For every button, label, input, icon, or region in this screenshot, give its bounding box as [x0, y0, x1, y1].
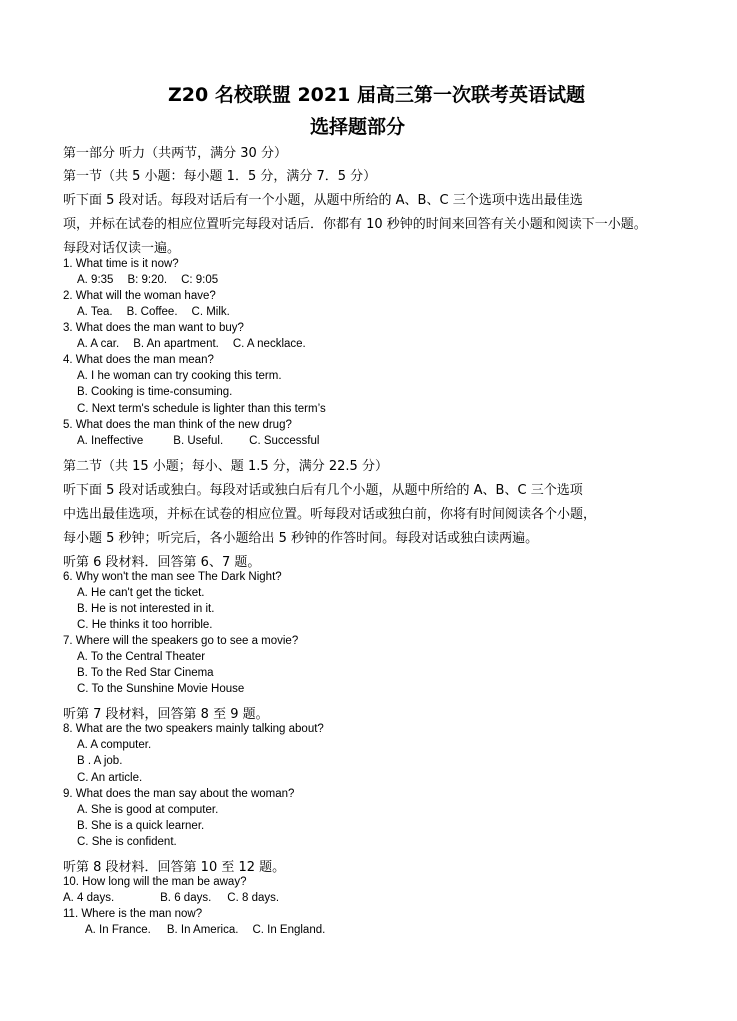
question-7-option-c: C. To the Sunshine Movie House: [77, 683, 245, 695]
question-4-option-c: C. Next term's schedule is lighter than this term’s: [77, 403, 326, 415]
option-a: A. In France.: [85, 924, 151, 936]
question-3-options: [77, 338, 320, 350]
question-10-options: [63, 892, 293, 904]
option-c: C: 9:05: [181, 274, 219, 286]
section2-heading: 第二节（共 15 小题；每小、题 1.5 分，满分 22.5 分）: [63, 459, 388, 474]
question-8: 8. What are the two speakers mainly talking about?: [63, 723, 324, 735]
question-4-option-b: B. Cooking is time-consuming.: [77, 386, 233, 398]
option-a: A. A car.: [77, 338, 120, 350]
option-c: C. 8 days.: [227, 892, 280, 904]
option-b: B. An apartment.: [133, 338, 219, 350]
question-3: 3. What does the man want to buy?: [63, 322, 244, 334]
option-c: C. A necklace.: [232, 338, 306, 350]
question-2: 2. What will the woman have?: [63, 290, 216, 302]
question-5: 5. What does the man think of the new drug?: [63, 419, 292, 431]
question-11: 11. Where is the man now?: [63, 908, 203, 920]
option-b: B: 9:20.: [127, 274, 168, 286]
question-9-option-a: A. She is good at computer.: [77, 804, 219, 816]
question-4: 4. What does the man mean?: [63, 354, 214, 366]
material-6-heading: 听第 6 段材料．回答第 6、7 题。: [63, 555, 261, 570]
question-9: 9. What does the man say about the woman?: [63, 788, 295, 800]
option-a: A. 9:35: [77, 274, 114, 286]
question-6-option-c: C. He thinks it too horrible.: [77, 619, 213, 631]
option-b: B. Coffee.: [126, 306, 178, 318]
section1-instruction-line: 每段对话仅读一遍。: [63, 241, 181, 256]
question-1: 1. What time is it now?: [63, 258, 179, 270]
exam-subtitle: 选择题部分: [310, 116, 406, 138]
option-a: A. Tea.: [77, 306, 113, 318]
material-7-heading: 听第 7 段材料，回答第 8 至 9 题。: [63, 707, 269, 722]
material-8-heading: 听第 8 段材料．回答第 10 至 12 题。: [63, 860, 286, 875]
section2-instruction-line: 中选出最佳选项，并标在试卷的相应位置。听每段对话或独白前，你将有时间阅读各个小题，: [63, 507, 597, 522]
question-7-option-b: B. To the Red Star Cinema: [77, 667, 214, 679]
part1-heading: 第一部分 听力（共两节，满分 30 分）: [63, 146, 287, 161]
question-6-option-b: B. He is not interested in it.: [77, 603, 215, 615]
option-a: A. 4 days.: [63, 892, 115, 904]
question-11-options: [85, 924, 339, 936]
question-10: 10. How long will the man be away?: [63, 876, 247, 888]
question-6: 6. Why won't the man see The Dark Night?: [63, 571, 282, 583]
section1-instruction-line: 听下面 5 段对话。每段对话后有一个小题，从题中所给的 A、B、C 三个选项中选出最佳选: [63, 193, 583, 208]
option-b: B. Useful.: [173, 435, 224, 447]
question-6-option-a: A. He can't get the ticket.: [77, 587, 205, 599]
section2-instruction-line: 听下面 5 段对话或独白。每段对话或独白后有几个小题，从题中所给的 A、B、C 三个选项: [63, 483, 583, 498]
question-5-options: [77, 435, 333, 447]
question-1-options: [77, 274, 232, 286]
option-b: B. 6 days.: [160, 892, 212, 904]
question-8-option-b: B . A job.: [77, 755, 123, 767]
option-a: A. Ineffective: [77, 435, 144, 447]
question-8-option-c: C. An article.: [77, 772, 143, 784]
option-b: B. In America.: [166, 924, 239, 936]
section1-instruction-line: 项，并标在试卷的相应位置听完每段对话后．你都有 10 秒钟的时间来回答有关小题和阅读下一小题。: [63, 217, 647, 232]
option-c: C. In England.: [252, 924, 326, 936]
exam-title: Z20 名校联盟 2021 届高三第一次联考英语试题: [168, 84, 585, 106]
question-9-option-b: B. She is a quick learner.: [77, 820, 205, 832]
option-c: C. Milk.: [191, 306, 230, 318]
question-8-option-a: A. A computer.: [77, 739, 152, 751]
question-7-option-a: A. To the Central Theater: [77, 651, 206, 663]
option-c: C. Successful: [249, 435, 320, 447]
section1-heading: 第一节（共 5 小题：每小题 1．5 分，满分 7．5 分）: [63, 169, 377, 184]
question-7: 7. Where will the speakers go to see a movie?: [63, 635, 299, 647]
section2-instruction-line: 每小题 5 秒钟；听完后，各小题给出 5 秒钟的作答时间。每段对话或独白读两遍。: [63, 531, 539, 546]
question-2-options: [77, 306, 244, 318]
question-9-option-c: C. She is confident.: [77, 836, 177, 848]
question-4-option-a: A. I he woman can try cooking this term.: [77, 370, 282, 382]
